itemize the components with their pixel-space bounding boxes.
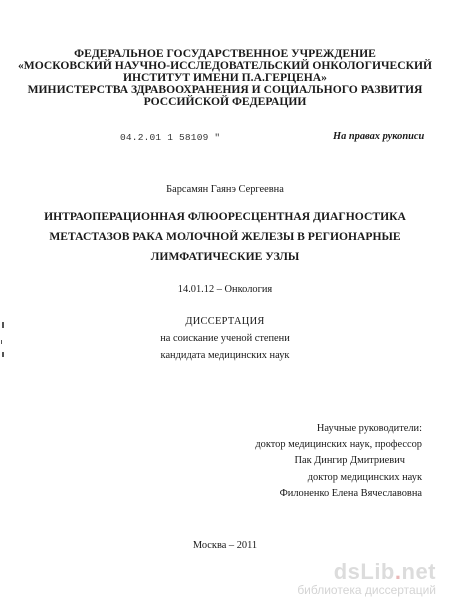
archive-stamp-number: 04.2.01 1 58109 " [120,132,221,143]
scan-edge-mark [2,352,4,357]
title-line-1: ИНТРАОПЕРАЦИОННАЯ ФЛЮОРЕСЦЕНТНАЯ ДИАГНОСТИКА [44,210,406,223]
supervisor-2-title: доктор медицинских наук [307,472,422,483]
watermark-logo-tld: net [401,559,436,584]
specialty-code: 14.01.12 – Онкология [177,284,273,295]
work-type: ДИССЕРТАЦИЯ [185,316,265,327]
institution-line-5: РОССИЙСКОЙ ФЕДЕРАЦИИ [143,95,307,108]
title-line-3: ЛИМФАТИЧЕСКИЕ УЗЛЫ [150,250,300,263]
supervisor-2-name: Филоненко Елена Вячеславовна [279,488,422,499]
scan-edge-mark [1,340,2,344]
scan-edge-mark [2,322,4,328]
institution-line-4: МИНИСТЕРСТВА ЗДРАВООХРАНЕНИЯ И СОЦИАЛЬНОГО РАЗВИТИЯ [27,83,423,96]
place-and-year: Москва – 2011 [192,540,258,551]
title-line-2: МЕТАСТАЗОВ РАКА МОЛОЧНОЙ ЖЕЛЕЗЫ В РЕГИОНАРНЫЕ [49,230,401,243]
watermark-logo [334,559,436,585]
watermark-subtitle: библиотека диссертаций [297,583,436,597]
institution-line-1: ФЕДЕРАЛЬНОЕ ГОСУДАРСТВЕННОЕ УЧРЕЖДЕНИЕ [74,47,376,60]
author-name: Барсамян Гаянэ Сергеевна [166,184,284,195]
supervisor-1-title: доктор медицинских наук, профессор [255,439,422,450]
institution-line-2: «МОСКОВСКИЙ НАУЧНО-ИССЛЕДОВАТЕЛЬСКИЙ ОНКОЛОГИЧЕСКИЙ [17,59,433,72]
supervisors-heading: Научные руководители: [316,423,422,434]
rights-note: На правах рукописи [333,131,425,142]
degree-line-2: кандидата медицинских наук [160,350,290,361]
watermark-logo-dot: . [394,559,402,584]
watermark-logo-main: dsLib [333,559,395,584]
supervisor-1-name: Пак Дингир Дмитриевич [294,455,405,466]
institution-line-3: ИНСТИТУТ ИМЕНИ П.А.ГЕРЦЕНА» [123,71,327,84]
watermark [234,559,444,599]
degree-line-1: на соискание ученой степени [160,333,290,344]
